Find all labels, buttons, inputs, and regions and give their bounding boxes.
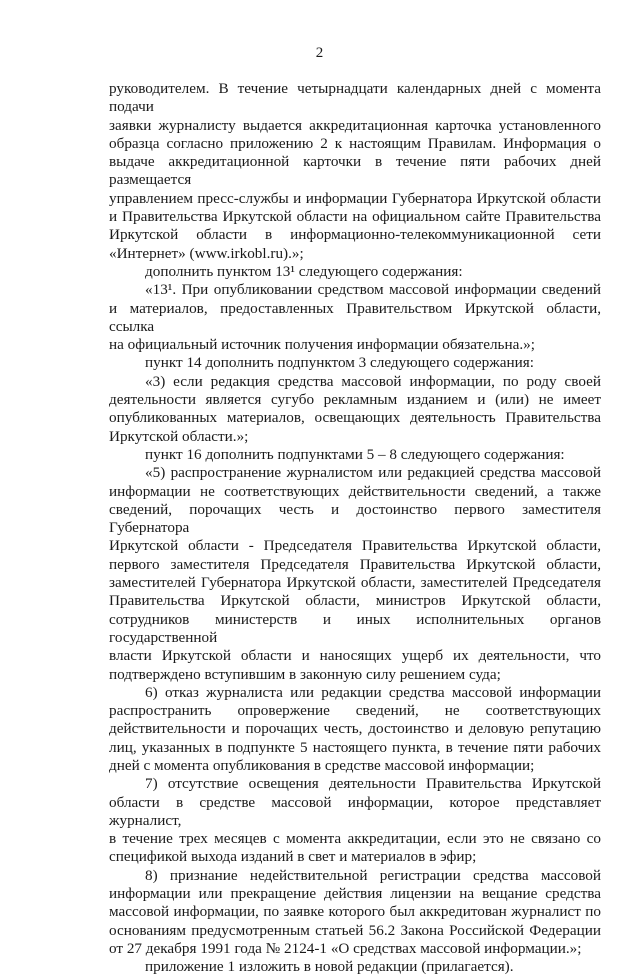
text-line: деятельности является сугубо рекламным изданием и (или) не имеет xyxy=(109,391,601,409)
text-line: «3) если редакция средства массовой информации, по роду своей xyxy=(145,372,601,390)
text-line: 7) отсутствие освещения деятельности Правительства Иркутской xyxy=(145,775,601,793)
text-line: подтверждено вступившим в законную силу решением суда; xyxy=(109,665,501,683)
text-line: первого заместителя Председателя Правительства Иркутской области, xyxy=(109,555,601,573)
text-line: выдаче аккредитационной карточки в течение пяти рабочих дней размещается xyxy=(109,153,601,189)
paragraph xyxy=(109,958,601,976)
text-line: «5) распространение журналистом или редакцией средства массовой xyxy=(145,464,601,482)
text-line: управлением пресс-службы и информации Губернатора Иркутской области xyxy=(109,189,601,207)
text-line: в течение трех месяцев с момента аккредитации, если это не связано со xyxy=(109,830,601,848)
paragraph xyxy=(109,281,601,354)
text-line: дополнить пунктом 13¹ следующего содержания: xyxy=(145,262,463,280)
document-body xyxy=(109,80,601,977)
text-line: Правительства Иркутской области, министров Иркутской области, xyxy=(109,592,601,610)
text-line: 8) признание недействительной регистрации средства массовой xyxy=(145,866,601,884)
text-line: основаниям предусмотренным статьей 56.2 Закона Российской Федерации xyxy=(109,921,601,939)
text-line: 6) отказ журналиста или редакции средства массовой информации xyxy=(145,683,601,701)
text-line: Иркутской области.»; xyxy=(109,427,249,445)
text-line: заместителей Губернатора Иркутской области, заместителей Председателя xyxy=(109,574,601,592)
text-line: от 27 декабря 1991 года № 2124-1 «О средствах массовой информации.»; xyxy=(109,939,582,957)
paragraph xyxy=(109,684,601,775)
paragraph xyxy=(109,373,601,446)
paragraph xyxy=(109,80,601,263)
text-line: руководителем. В течение четырнадцати календарных дней с момента подачи xyxy=(109,80,601,116)
text-line: власти Иркутской области и наносящих ущерб их деятельности, что xyxy=(109,647,601,665)
page-number: 2 xyxy=(315,45,324,61)
text-line: сотрудников министерств и иных исполнительных органов государственной xyxy=(109,610,601,646)
text-line: образца согласно приложению 2 к настоящим Правилам. Информация о xyxy=(109,134,601,152)
paragraph xyxy=(109,775,601,866)
paragraph xyxy=(109,446,601,464)
paragraph xyxy=(109,464,601,684)
text-line: спецификой выхода изданий в свет и материалов в эфир; xyxy=(109,848,477,866)
text-line: приложение 1 изложить в новой редакции (прилагается). xyxy=(145,958,514,976)
text-line: опубликованных материалов, освещающих деятельность Правительства xyxy=(109,409,601,427)
text-line: Иркутской области в информационно-телекоммуникационной сети xyxy=(109,226,601,244)
text-line: пункт 14 дополнить подпунктом 3 следующего содержания: xyxy=(145,354,534,372)
text-line: распространить опровержение сведений, не соответствующих xyxy=(109,702,601,720)
paragraph xyxy=(109,263,601,281)
text-line: и материалов, предоставленных Правительством Иркутской области, ссылка xyxy=(109,299,601,335)
text-line: сведений, порочащих честь и достоинство первого заместителя Губернатора xyxy=(109,500,601,537)
paragraph xyxy=(109,867,601,958)
text-line: лиц, указанных в подпункте 5 настоящего пункта, в течение пяти рабочих xyxy=(109,738,601,756)
text-line: и Правительства Иркутской области на официальном сайте Правительства xyxy=(109,208,601,226)
text-line: заявки журналисту выдается аккредитационная карточка установленного xyxy=(109,116,601,134)
text-line: «13¹. При опубликовании средством массовой информации сведений xyxy=(145,281,601,299)
text-line: дней с момента опубликования в средстве массовой информации; xyxy=(109,756,535,774)
text-line: информации не соответствующих действительности сведений, а также xyxy=(109,482,601,500)
text-line: информации или прекращение действия лицензии на вещание средства xyxy=(109,885,601,903)
text-line: массовой информации, по заявке которого был аккредитован журналист по xyxy=(109,903,601,921)
text-line: действительности и порочащих честь, достоинство и деловую репутацию xyxy=(109,720,601,738)
text-line: области в средстве массовой информации, которое представляет журналист, xyxy=(109,793,601,829)
text-line: «Интернет» (www.irkobl.ru).»; xyxy=(109,244,304,262)
text-line: Иркутской области - Председателя Правительства Иркутской области, xyxy=(109,537,601,555)
text-line: на официальный источник получения информации обязательна.»; xyxy=(109,336,535,354)
paragraph xyxy=(109,354,601,372)
text-line: пункт 16 дополнить подпунктами 5 – 8 следующего содержания: xyxy=(145,445,565,463)
